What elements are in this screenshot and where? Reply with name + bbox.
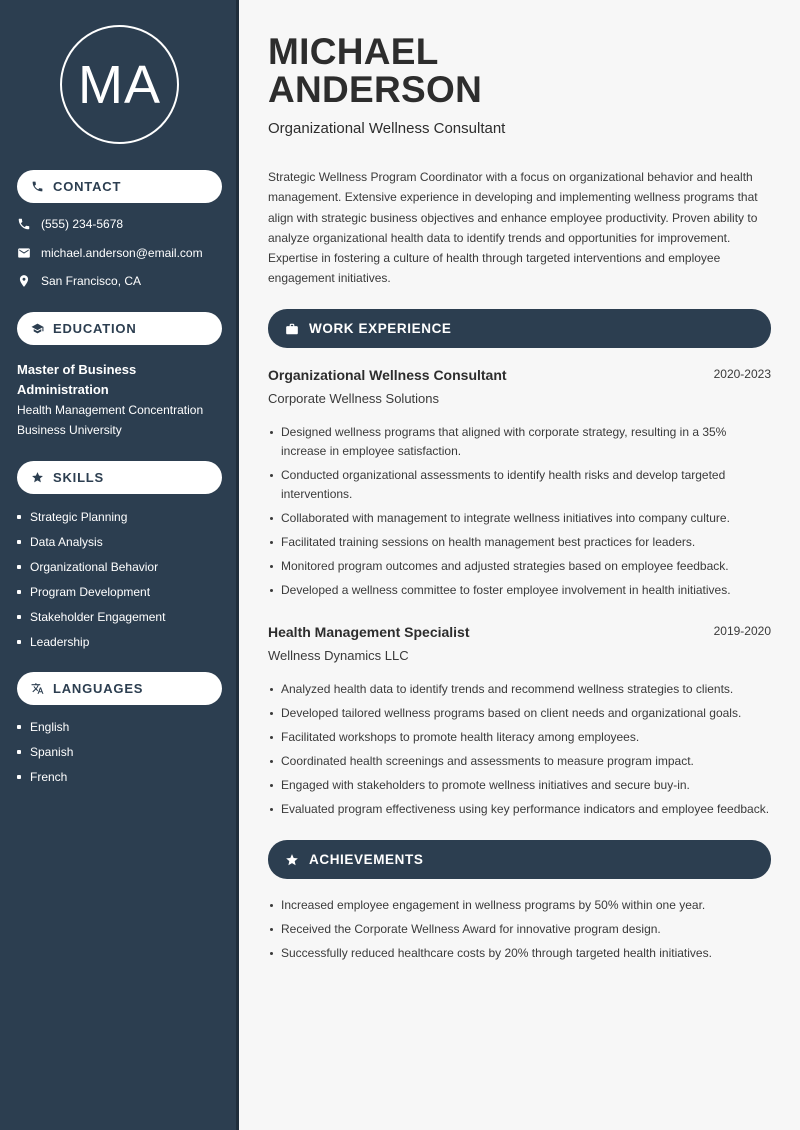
job-header: [268, 367, 771, 383]
job-role: Health Management Specialist: [268, 624, 470, 640]
languages-heading-label: LANGUAGES: [53, 681, 144, 696]
graduation-cap-icon: [31, 322, 44, 335]
map-pin-icon: [17, 274, 31, 288]
job-dates: 2019-2020: [713, 624, 771, 638]
skill-item: Program Development: [17, 584, 165, 609]
job-dates: 2020-2023: [713, 367, 771, 381]
job-bullet: Engaged with stakeholders to promote wellness initiatives and secure buy-in.: [268, 776, 771, 795]
achievement-item: Successfully reduced healthcare costs by 20% through targeted health initiatives.: [268, 944, 771, 963]
skill-item: Stakeholder Engagement: [17, 609, 165, 634]
skills-heading-label: SKILLS: [53, 470, 105, 485]
contact-heading-label: CONTACT: [53, 179, 122, 194]
phone-number: (555) 234-5678: [41, 217, 124, 231]
job-bullet: Designed wellness programs that aligned with corporate strategy, resulting in a 35% increase in employee satisfaction.: [268, 423, 771, 461]
degree: Master of Business Administration: [17, 362, 137, 397]
job-bullet: Coordinated health screenings and assessments to measure program impact.: [268, 752, 771, 771]
achievements-heading-label: ACHIEVEMENTS: [309, 852, 424, 867]
job-bullet: Facilitated workshops to promote health literacy among employees.: [268, 728, 771, 747]
job-title: Organizational Wellness Consultant: [268, 120, 506, 137]
initials: MA: [78, 54, 161, 115]
job-bullets: [268, 423, 771, 605]
job-bullet: Facilitated training sessions on health management best practices for leaders.: [268, 533, 771, 552]
star-icon: [31, 471, 44, 484]
education-heading: [17, 312, 222, 345]
achievements-list: [268, 896, 771, 968]
job-role: Organizational Wellness Consultant: [268, 367, 507, 383]
languages-heading: [17, 672, 222, 705]
phone-icon: [17, 217, 31, 231]
achievement-item: Received the Corporate Wellness Award for innovative program design.: [268, 920, 771, 939]
company-name: Wellness Dynamics LLC: [268, 648, 409, 663]
contact-email: [17, 246, 203, 260]
company-name: Corporate Wellness Solutions: [268, 391, 440, 406]
envelope-icon: [17, 246, 31, 260]
achievement-item: Increased employee engagement in wellness programs by 50% within one year.: [268, 896, 771, 915]
school: Business University: [17, 423, 122, 437]
candidate-name: [268, 33, 482, 109]
work-experience-heading: [268, 309, 771, 348]
job-bullet: Developed a wellness committee to foster employee involvement in health initiatives.: [268, 581, 771, 600]
work-experience-heading-label: WORK EXPERIENCE: [309, 321, 452, 336]
sidebar: [0, 0, 238, 1130]
contact-phone: [17, 217, 123, 231]
translate-icon: [31, 682, 44, 695]
language-item: Spanish: [17, 744, 73, 769]
sidebar-divider: [236, 0, 239, 1130]
contact-heading: [17, 170, 222, 203]
briefcase-icon: [285, 322, 299, 336]
job-bullet: Evaluated program effectiveness using key performance indicators and employee feedback.: [268, 800, 771, 819]
skills-list: [17, 509, 165, 659]
job-bullet: Monitored program outcomes and adjusted strategies based on employee feedback.: [268, 557, 771, 576]
language-item: English: [17, 719, 73, 744]
languages-list: [17, 719, 73, 794]
job-bullet: Collaborated with management to integrate wellness initiatives into company culture.: [268, 509, 771, 528]
skill-item: Data Analysis: [17, 534, 165, 559]
job-bullet: Conducted organizational assessments to identify health risks and develop targeted interventions.: [268, 466, 771, 504]
monogram-avatar: [60, 25, 179, 144]
last-name: ANDERSON: [268, 69, 483, 110]
email-address[interactable]: michael.anderson@email.com: [41, 246, 203, 260]
education-heading-label: EDUCATION: [53, 321, 137, 336]
phone-icon: [31, 180, 44, 193]
job-header: [268, 624, 771, 640]
job-bullet: Developed tailored wellness programs based on client needs and organizational goals.: [268, 704, 771, 723]
language-item: French: [17, 769, 73, 794]
skill-item: Strategic Planning: [17, 509, 165, 534]
achievements-heading: [268, 840, 771, 879]
profile-summary: Strategic Wellness Program Coordinator with a focus on organizational behavior and health management. Extensive experience in developing and implementing wellness programs that align with strategic business objectives and enhance employee productivity. Proven ability to analyze organizational health data to identify trends and opportunities for improvement. Expertise in fostering a culture of health through targeted interventions and employee engagement initiatives.: [268, 170, 758, 286]
job-bullets: [268, 680, 771, 824]
contact-location: [17, 274, 141, 288]
concentration: Health Management Concentration: [17, 403, 204, 417]
location: San Francisco, CA: [41, 274, 142, 288]
skill-item: Leadership: [17, 634, 165, 659]
star-icon: [285, 853, 299, 867]
skills-heading: [17, 461, 222, 494]
skill-item: Organizational Behavior: [17, 559, 165, 584]
first-name: MICHAEL: [268, 31, 439, 72]
job-bullet: Analyzed health data to identify trends and recommend wellness strategies to clients.: [268, 680, 771, 699]
